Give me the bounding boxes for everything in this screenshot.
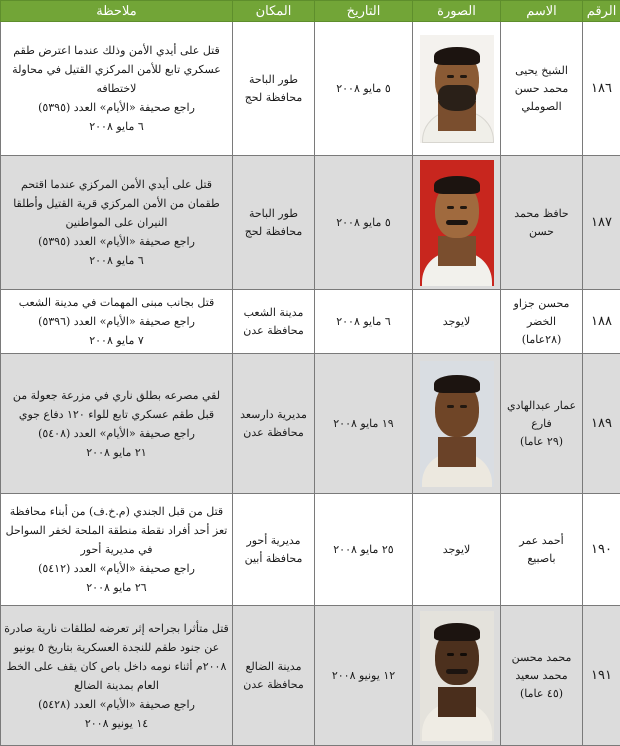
name-text: محمد محسن محمد سعيد (511, 650, 572, 682)
place-district: مديرية دارسعد (240, 407, 307, 421)
place-governorate: محافظة عدن (243, 677, 304, 691)
hair-shape (434, 47, 480, 65)
hair-shape (434, 176, 480, 194)
note-source-date: ٦ مايو ٢٠٠٨ (89, 254, 144, 267)
eye-right (460, 405, 467, 408)
note-source-date: ١٤ يونيو ٢٠٠٨ (84, 716, 149, 730)
place-district: مدينة الشعب (243, 305, 304, 319)
row-number: ١٩٠ (583, 494, 620, 606)
mustache-shape (446, 220, 468, 225)
row-date: ٦ مايو ٢٠٠٨ (315, 290, 413, 354)
row-number: ١٨٧ (583, 156, 620, 290)
row-note (1, 494, 233, 606)
row-date: ٥ مايو ٢٠٠٨ (315, 156, 413, 290)
note-source: راجع صحيفة «الأيام» العدد (٥٣٩٥) (38, 101, 195, 114)
place-governorate: محافظة لحج (244, 224, 303, 238)
row-name (501, 156, 583, 290)
header-date: التاريخ (315, 1, 413, 22)
eye-left (447, 206, 454, 209)
row-photo: لايوجد (413, 290, 501, 354)
row-place (233, 22, 315, 156)
eye-left (447, 405, 454, 408)
row-name (501, 22, 583, 156)
row-date: ١٢ يونيو ٢٠٠٨ (315, 606, 413, 746)
place-governorate: محافظة عدن (243, 323, 304, 337)
table-row (1, 22, 620, 156)
header-place: المكان (233, 1, 315, 22)
row-name (501, 606, 583, 746)
beard-shape (438, 85, 476, 111)
note-text: لقي مصرعه بطلق ناري في مزرعة جعولة من قبل طقم عسكري تابع للواء ١٢٠ دفاع جوي (12, 388, 221, 421)
place-district: مدينة الضالع (245, 659, 302, 673)
note-text: قتل على أيدي الأمن وذلك عندما اعترض طقم عسكري تابع للأمن المركزي القتيل في محاولة لاختطافه (12, 44, 221, 95)
row-note (1, 606, 233, 746)
table-row (1, 290, 620, 354)
row-place (233, 156, 315, 290)
name-text: أحمد عمر باصبيع (519, 533, 564, 565)
row-number: ١٩١ (583, 606, 620, 746)
row-note (1, 354, 233, 494)
name-text: عمار عبدالهادي فارع (506, 398, 577, 430)
row-name (501, 354, 583, 494)
note-source-date: ٢٦ مايو ٢٠٠٨ (86, 581, 147, 594)
row-photo (413, 22, 501, 156)
row-place (233, 290, 315, 354)
place-governorate: محافظة لحج (244, 90, 303, 104)
header-number: الرقم (583, 1, 620, 22)
row-photo (413, 156, 501, 290)
note-source: راجع صحيفة «الأيام» العدد (٥٣٩٦) (38, 315, 195, 328)
row-photo (413, 606, 501, 746)
row-photo: لايوجد (413, 494, 501, 606)
place-district: طور الباحة (248, 72, 299, 86)
portrait-young-man-image (420, 361, 494, 487)
name-text: محسن جزاو الخضر (513, 296, 570, 328)
place-district: مديرية أحور (246, 533, 301, 547)
row-name (501, 290, 583, 354)
neck-shape (438, 236, 476, 266)
hair-shape (434, 623, 480, 641)
note-source: راجع صحيفة «الأيام» العدد (٥٤٢٨) (38, 697, 195, 711)
row-date: ٥ مايو ٢٠٠٨ (315, 22, 413, 156)
note-source-date: ٢١ مايو ٢٠٠٨ (86, 445, 147, 459)
table-row (1, 354, 620, 494)
note-source-date: ٧ مايو ٢٠٠٨ (89, 334, 144, 347)
name-text: حافظ محمد حسن (514, 206, 569, 238)
table-header-row (1, 1, 620, 22)
eye-left (447, 75, 454, 78)
row-note (1, 22, 233, 156)
name-age: (٢٨عاما) (521, 332, 562, 346)
row-place (233, 354, 315, 494)
eye-right (460, 653, 467, 656)
row-place (233, 494, 315, 606)
name-age: (٢٩ عاما) (519, 434, 564, 448)
note-text: قتل من قبل الجندي (م.خ.ف) من أبناء محافظة تعز أحد أفراد نقطة منطقة الملحة لخفر السواحل في مديرية أحور (5, 505, 228, 556)
note-source-date: ٦ مايو ٢٠٠٨ (89, 120, 144, 133)
eye-left (447, 653, 454, 656)
header-note: ملاحظة (1, 1, 233, 22)
mustache-shape (446, 669, 468, 674)
portrait-man-mustache-image (420, 611, 494, 741)
row-place (233, 606, 315, 746)
note-source: راجع صحيفة «الأيام» العدد (٥٤٠٨) (38, 426, 195, 440)
row-photo (413, 354, 501, 494)
place-governorate: محافظة عدن (243, 425, 304, 439)
place-district: طور الباحة (248, 206, 299, 220)
row-date: ١٩ مايو ٢٠٠٨ (315, 354, 413, 494)
neck-shape (438, 687, 476, 717)
table-row (1, 156, 620, 290)
note-source: راجع صحيفة «الأيام» العدد (٥٣٩٥) (38, 235, 195, 248)
note-text: قتل بجانب مبنى المهمات في مدينة الشعب (18, 296, 215, 309)
neck-shape (438, 437, 476, 467)
table-row (1, 606, 620, 746)
row-note (1, 156, 233, 290)
row-note (1, 290, 233, 354)
name-text: الشيخ يحيى محمد حسن الصوملي (514, 63, 569, 113)
portrait-man-red-background-image (420, 160, 494, 286)
row-name (501, 494, 583, 606)
portrait-bearded-man-image (420, 35, 494, 143)
header-name: الاسم (501, 1, 583, 22)
note-text: قتل متأثرا بجراحه إثر تعرضه لطلقات نارية صادرة عن جنود طقم للنجدة العسكرية بتاريخ ٥ يونيو ٢٠٠٨م أثناء نومه داخل باص كان يقف على الخط العام بمدينة الضالع (4, 621, 229, 692)
note-text: قتل على أيدي الأمن المركزي عندما اقتحم طقمان من الأمن المركزي قرية القتيل وأطلقا النيران على المواطنين (13, 178, 220, 229)
eye-right (460, 206, 467, 209)
note-source: راجع صحيفة «الأيام» العدد (٥٤١٢) (38, 562, 195, 575)
row-date: ٢٥ مايو ٢٠٠٨ (315, 494, 413, 606)
row-number: ١٨٨ (583, 290, 620, 354)
eye-right (460, 75, 467, 78)
table-row (1, 494, 620, 606)
place-governorate: محافظة أبين (244, 551, 303, 565)
row-number: ١٨٩ (583, 354, 620, 494)
header-photo: الصورة (413, 1, 501, 22)
name-age: (٤٥ عاما) (519, 686, 564, 700)
hair-shape (434, 375, 480, 393)
row-number: ١٨٦ (583, 22, 620, 156)
